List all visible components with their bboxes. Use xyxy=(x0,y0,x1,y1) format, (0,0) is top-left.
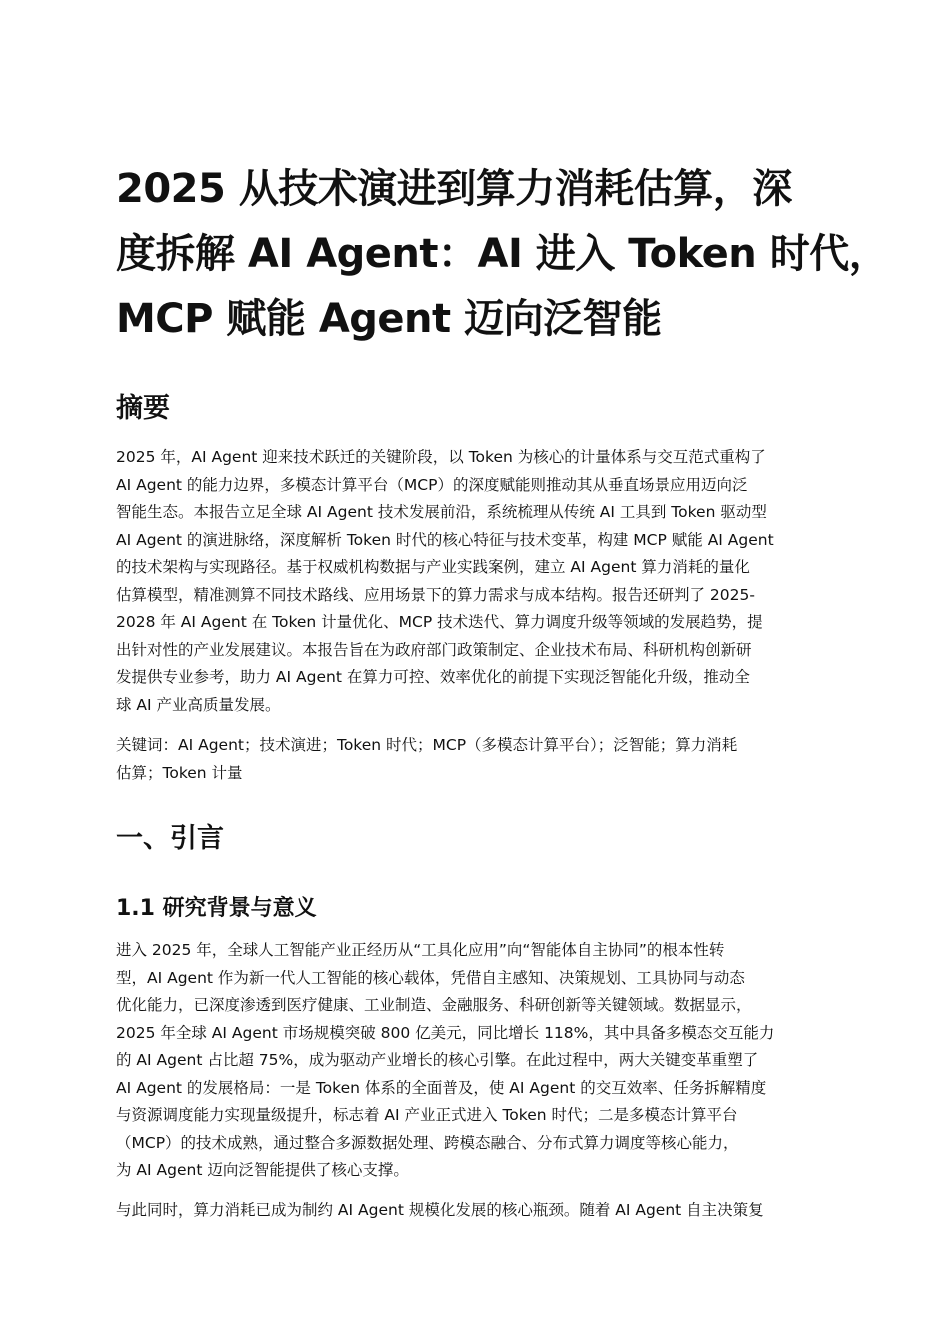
keywords-paragraph xyxy=(116,732,846,787)
text-line: AI Agent 的演进脉络，深度解析 Token 时代的核心特征与技术变革，构建 MCP 赋能 AI Agent xyxy=(116,530,774,549)
title-line: 2025 从技术演进到算力消耗估算，深 xyxy=(116,166,792,212)
title-line: 度拆解 AI Agent：AI 进入 Token 时代， xyxy=(116,231,889,277)
text-line: 估算；Token 计量 xyxy=(116,763,243,782)
text-line: 2025 年，AI Agent 迎来技术跃迁的关键阶段，以 Token 为核心的计量体系与交互范式重构了 xyxy=(116,448,766,466)
text-line: 估算模型，精准测算不同技术路线、应用场景下的算力需求与成本结构。报告还研判了 2025- xyxy=(116,585,755,604)
text-line: 2028 年 AI Agent 在 Token 计量优化、MCP 技术迭代、算力调度升级等领域的发展趋势，提 xyxy=(116,613,763,631)
text-line: 优化能力，已深度渗透到医疗健康、工业制造、金融服务、科研创新等关键领域。数据显示， xyxy=(116,996,752,1014)
abstract-paragraph xyxy=(116,444,846,719)
text-line: 的 AI Agent 占比超 75%，成为驱动产业增长的核心引擎。在此过程中，两大关键变革重塑了 xyxy=(116,1051,759,1069)
abstract-heading: 摘要 xyxy=(116,393,170,424)
document-title xyxy=(116,157,889,352)
text-line: AI Agent 的发展格局：一是 Token 体系的全面普及，使 AI Agent 的交互效率、任务拆解精度 xyxy=(116,1078,767,1097)
body-paragraph xyxy=(116,937,846,1185)
text-line: 球 AI 产业高质量发展。 xyxy=(116,695,281,714)
text-line: AI Agent 的能力边界，多模态计算平台（MCP）的深度赋能则推动其从垂直场景应用迈向泛 xyxy=(116,475,748,494)
section-heading: 一、引言 xyxy=(116,823,224,854)
title-line: MCP 赋能 Agent 迈向泛智能 xyxy=(116,296,662,342)
text-line: 与资源调度能力实现量级提升，标志着 AI 产业正式进入 Token 时代；二是多模态计算平台 xyxy=(116,1106,738,1124)
text-line: 的技术架构与实现路径。基于权威机构数据与产业实践案例，建立 AI Agent 算力消耗的量化 xyxy=(116,558,750,576)
text-line: 发提供专业参考，助力 AI Agent 在算力可控、效率优化的前提下实现泛智能化升级，推动全 xyxy=(116,668,750,686)
text-line: 智能生态。本报告立足全球 AI Agent 技术发展前沿，系统梳理从传统 AI 工具到 Token 驱动型 xyxy=(116,503,767,521)
text-line: 为 AI Agent 迈向泛智能提供了核心支撑。 xyxy=(116,1161,409,1179)
text-line: 2025 年全球 AI Agent 市场规模突破 800 亿美元，同比增长 118%，其中具备多模态交互能力 xyxy=(116,1023,775,1042)
subsection-heading: 1.1 研究背景与意义 xyxy=(116,896,317,921)
text-line: 进入 2025 年，全球人工智能产业正经历从“工具化应用”向“智能体自主协同”的根本性转 xyxy=(116,941,725,959)
text-line: 与此同时，算力消耗已成为制约 AI Agent 规模化发展的核心瓶颈。随着 AI Agent 自主决策复 xyxy=(116,1201,764,1219)
text-line: 关键词：AI Agent；技术演进；Token 时代；MCP（多模态计算平台）；泛智能；算力消耗 xyxy=(116,736,738,754)
text-line: 型，AI Agent 作为新一代人工智能的核心载体，凭借自主感知、决策规划、工具协同与动态 xyxy=(116,968,745,987)
body-paragraph xyxy=(116,1197,846,1225)
text-line: 出针对性的产业发展建议。本报告旨在为政府部门政策制定、企业技术布局、科研机构创新研 xyxy=(116,640,752,659)
text-line: （MCP）的技术成熟，通过整合多源数据处理、跨模态融合、分布式算力调度等核心能力， xyxy=(116,1133,739,1152)
